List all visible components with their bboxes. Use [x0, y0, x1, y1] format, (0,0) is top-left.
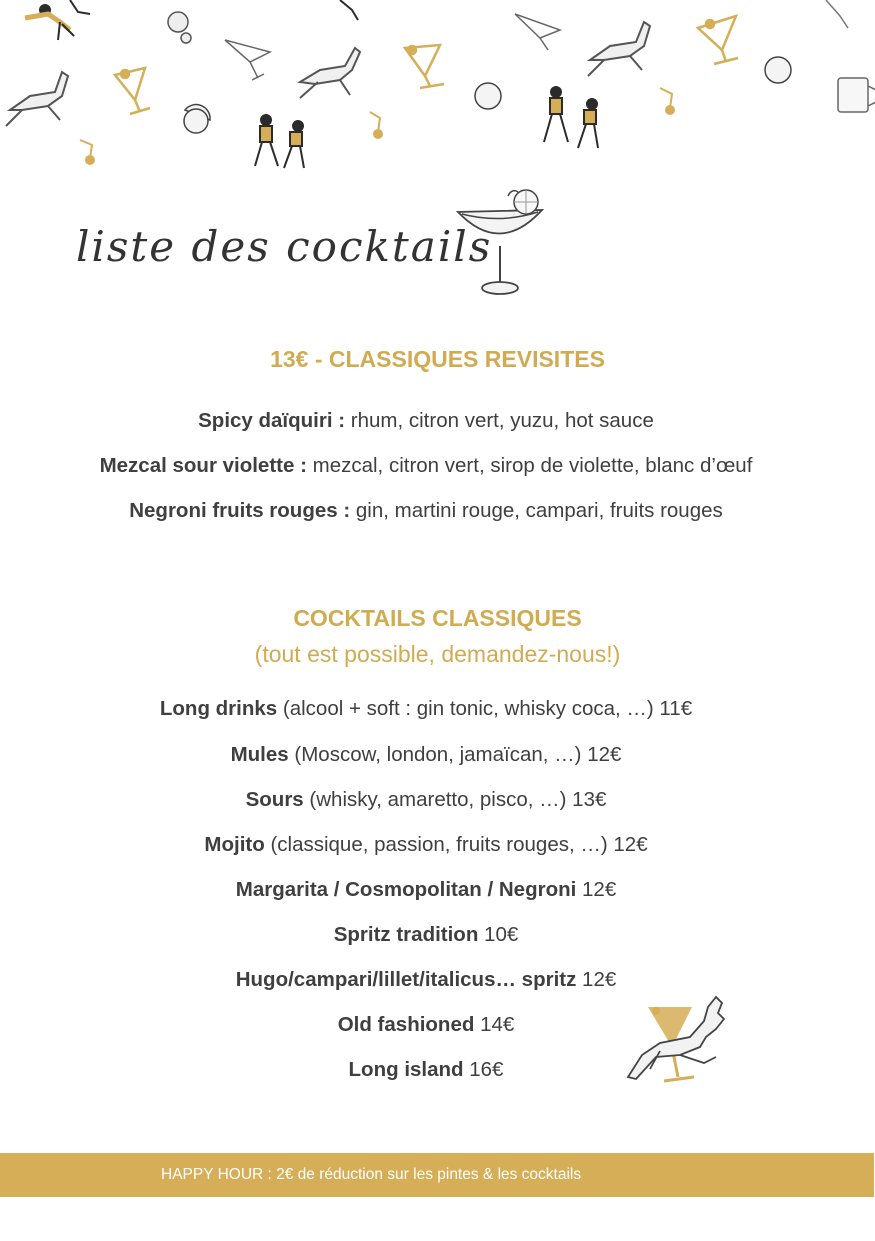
margarita-glass-icon	[452, 186, 548, 300]
music-note-icon	[660, 88, 674, 114]
item-description: (Moscow, london, jamaïcan, …) 12€	[288, 743, 622, 766]
item-description: (classique, passion, fruits rouges, …) 12€	[264, 833, 648, 856]
item-description: gin, martini rouge, campari, fruits rouges	[350, 499, 723, 522]
item-description: 12€	[576, 968, 617, 991]
martini-glass-icon	[225, 40, 270, 80]
menu-item	[0, 743, 852, 767]
happy-hour-banner	[0, 1153, 874, 1197]
deer-icon	[300, 48, 360, 98]
item-description: 16€	[463, 1058, 504, 1081]
martini-glass-icon	[115, 68, 150, 114]
martini-glass-icon	[826, 0, 848, 28]
item-name: Spicy daïquiri :	[198, 409, 346, 432]
dancer-icon	[70, 0, 90, 14]
beer-mug-icon	[838, 78, 875, 112]
deer-martini-icon	[620, 985, 735, 1085]
item-name: Negroni fruits rouges :	[129, 499, 351, 522]
item-name: Mojito	[204, 833, 265, 856]
citrus-icon	[184, 105, 210, 133]
music-note-icon	[370, 112, 382, 138]
menu-item	[0, 788, 852, 812]
martini-glass-icon	[698, 16, 738, 64]
dancer-icon	[25, 5, 74, 40]
item-description: 12€	[576, 878, 617, 901]
citrus-icon	[168, 12, 191, 43]
martini-glass-icon	[515, 14, 560, 50]
item-name: Long drinks	[159, 697, 278, 720]
menu-item	[0, 409, 852, 433]
item-name: Mezcal sour violette :	[99, 454, 307, 477]
item-description: (alcool + soft : gin tonic, whisky coca, …) 11€	[277, 697, 693, 720]
menu-item	[0, 833, 852, 857]
happy-hour-text: HAPPY HOUR : 2€ de réduction sur les pintes & les cocktails	[161, 1166, 582, 1183]
item-name: Long island	[348, 1058, 464, 1081]
section-title-revisites: 13€ - CLASSIQUES REVISITES	[270, 346, 605, 372]
item-description: 14€	[474, 1013, 515, 1036]
item-description: mezcal, citron vert, sirop de violette, blanc d’œuf	[306, 454, 753, 477]
item-description: rhum, citron vert, yuzu, hot sauce	[345, 409, 654, 432]
item-name: Margarita / Cosmopolitan / Negroni	[235, 878, 577, 901]
menu-item	[0, 454, 852, 478]
dancers-icon	[544, 87, 598, 148]
item-description: (whisky, amaretto, pisco, …) 13€	[303, 788, 607, 811]
deer-icon	[588, 22, 650, 76]
menu-item	[0, 923, 852, 947]
item-name: Hugo/campari/lillet/italicus… spritz	[235, 968, 577, 991]
deer-icon	[6, 72, 68, 126]
dancers-icon	[255, 115, 304, 168]
item-description: 10€	[478, 923, 519, 946]
item-name: Mules	[230, 743, 289, 766]
citrus-icon	[765, 57, 791, 83]
menu-item	[0, 878, 852, 902]
page-title: liste des cocktails	[76, 222, 493, 271]
music-note-icon	[80, 140, 94, 164]
item-name: Spritz tradition	[333, 923, 479, 946]
dancer-icon	[340, 0, 358, 20]
martini-glass-icon	[405, 45, 444, 88]
section-subtitle: (tout est possible, demandez-nous!)	[254, 641, 621, 667]
item-name: Old fashioned	[337, 1013, 475, 1036]
header-illustrations	[0, 0, 875, 180]
item-name: Sours	[245, 788, 304, 811]
menu-item	[0, 697, 852, 721]
menu-item	[0, 499, 852, 523]
section-title-classiques: COCKTAILS CLASSIQUES	[293, 605, 582, 631]
citrus-icon	[475, 83, 501, 109]
